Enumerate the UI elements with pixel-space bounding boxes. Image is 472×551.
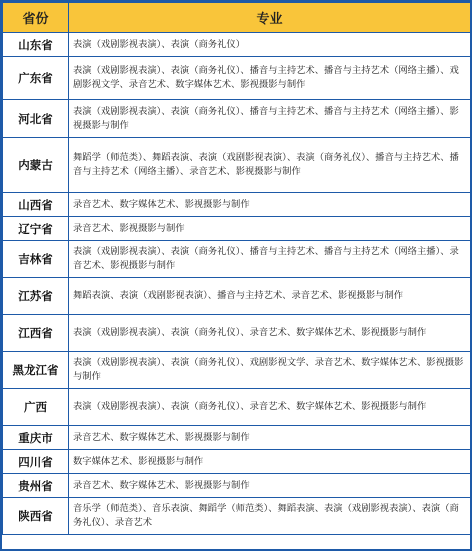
header-major: 专业 — [69, 3, 471, 33]
majors-cell: 数字媒体艺术、影视摄影与制作 — [69, 450, 471, 474]
table-row — [3, 315, 471, 352]
province-cell: 山东省 — [3, 33, 69, 57]
province-cell: 广西 — [3, 389, 69, 426]
province-cell: 内蒙古 — [3, 138, 69, 193]
table-header-row — [3, 3, 471, 33]
table-row — [3, 241, 471, 278]
province-major-table — [2, 2, 471, 535]
majors-cell: 音乐学（师范类）、音乐表演、舞蹈学（师范类）、舞蹈表演、表演（戏剧影视表演）、表演（商务礼仪）、录音艺术 — [69, 498, 471, 535]
header-province: 省份 — [3, 3, 69, 33]
majors-cell: 表演（戏剧影视表演）、表演（商务礼仪）、录音艺术、数字媒体艺术、影视摄影与制作 — [69, 389, 471, 426]
majors-cell: 表演（戏剧影视表演）、表演（商务礼仪）、播音与主持艺术、播音与主持艺术（网络主播）、影视摄影与制作 — [69, 100, 471, 138]
majors-cell: 录音艺术、影视摄影与制作 — [69, 217, 471, 241]
province-cell: 广东省 — [3, 57, 69, 100]
table-row — [3, 100, 471, 138]
majors-cell: 表演（戏剧影视表演）、表演（商务礼仪） — [69, 33, 471, 57]
majors-cell: 录音艺术、数字媒体艺术、影视摄影与制作 — [69, 426, 471, 450]
table-row — [3, 278, 471, 315]
table-row — [3, 217, 471, 241]
table-row — [3, 426, 471, 450]
table-row — [3, 138, 471, 193]
province-cell: 江苏省 — [3, 278, 69, 315]
province-cell: 四川省 — [3, 450, 69, 474]
majors-cell: 表演（戏剧影视表演）、表演（商务礼仪）、播音与主持艺术、播音与主持艺术（网络主播）、戏剧影视文学、录音艺术、数字媒体艺术、影视摄影与制作 — [69, 57, 471, 100]
table-row — [3, 474, 471, 498]
province-cell: 辽宁省 — [3, 217, 69, 241]
majors-cell: 录音艺术、数字媒体艺术、影视摄影与制作 — [69, 474, 471, 498]
table-row — [3, 389, 471, 426]
province-cell: 黑龙江省 — [3, 352, 69, 389]
table-row — [3, 498, 471, 535]
table-row — [3, 193, 471, 217]
province-cell: 陕西省 — [3, 498, 69, 535]
province-cell: 江西省 — [3, 315, 69, 352]
table-row — [3, 450, 471, 474]
majors-cell: 表演（戏剧影视表演）、表演（商务礼仪）、戏剧影视文学、录音艺术、数字媒体艺术、影视摄影与制作 — [69, 352, 471, 389]
province-cell: 河北省 — [3, 100, 69, 138]
province-cell: 重庆市 — [3, 426, 69, 450]
table-row — [3, 57, 471, 100]
province-cell: 吉林省 — [3, 241, 69, 278]
majors-cell: 录音艺术、数字媒体艺术、影视摄影与制作 — [69, 193, 471, 217]
majors-cell: 舞蹈学（师范类）、舞蹈表演、表演（戏剧影视表演）、表演（商务礼仪）、播音与主持艺术、播音与主持艺术（网络主播）、录音艺术、影视摄影与制作 — [69, 138, 471, 193]
majors-cell: 舞蹈表演、表演（戏剧影视表演）、播音与主持艺术、录音艺术、影视摄影与制作 — [69, 278, 471, 315]
table-row — [3, 33, 471, 57]
province-cell: 山西省 — [3, 193, 69, 217]
province-cell: 贵州省 — [3, 474, 69, 498]
table-row — [3, 352, 471, 389]
majors-cell: 表演（戏剧影视表演）、表演（商务礼仪）、播音与主持艺术、播音与主持艺术（网络主播）、录音艺术、影视摄影与制作 — [69, 241, 471, 278]
majors-cell: 表演（戏剧影视表演）、表演（商务礼仪）、录音艺术、数字媒体艺术、影视摄影与制作 — [69, 315, 471, 352]
